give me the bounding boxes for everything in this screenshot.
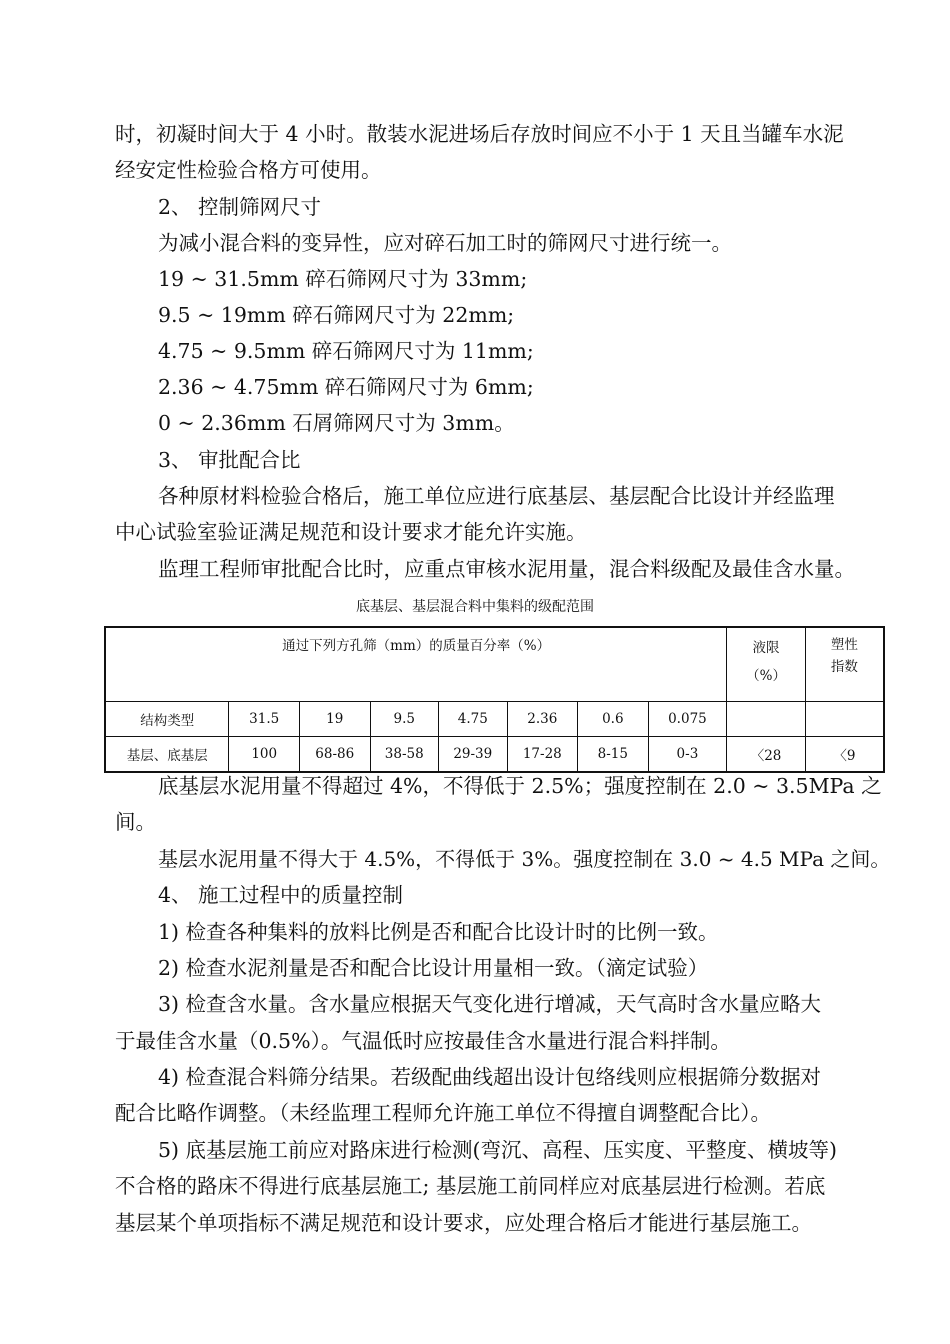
list-item: 1) 检查各种集料的放料比例是否和配合比设计时的比例一致。 <box>158 920 719 944</box>
grading-table <box>104 626 885 773</box>
header-plastic-label: 塑性 <box>830 637 858 653</box>
table-header-row <box>105 627 884 701</box>
sieve-spec-line: 4.75 ~ 9.5mm 碎石筛网尺寸为 11mm; <box>158 339 534 363</box>
table-cell: 结构类型 <box>105 701 229 736</box>
table-cell: 4.75 <box>439 701 508 736</box>
paragraph-line: 底基层水泥用量不得超过 4%，不得低于 2.5%；强度控制在 2.0 ~ 3.5MPa 之 <box>158 774 882 798</box>
paragraph-line: 时，初凝时间大于 4 小时。散装水泥进场后存放时间应不小于 1 天且当罐车水泥 <box>115 122 844 146</box>
paragraph-line: 配合比略作调整。（未经监理工程师允许施工单位不得擅自调整配合比）。 <box>115 1101 771 1125</box>
section-heading: 3、 审批配合比 <box>158 448 301 472</box>
paragraph-line: 中心试验室验证满足规范和设计要求才能允许实施。 <box>115 520 587 544</box>
paragraph-line: 为减小混合料的变异性，应对碎石加工时的筛网尺寸进行统一。 <box>158 231 732 255</box>
table-cell: 38-58 <box>370 736 439 772</box>
table-cell: 29-39 <box>439 736 508 772</box>
table-cell: 17-28 <box>507 736 578 772</box>
list-item: 2) 检查水泥剂量是否和配合比设计用量相一致。（滴定试验） <box>158 956 709 980</box>
paragraph-line: 各种原材料检验合格后，施工单位应进行底基层、基层配合比设计并经监理 <box>158 484 835 508</box>
table-cell: 基层、底基层 <box>105 736 229 772</box>
table-cell: 9.5 <box>370 701 439 736</box>
table-cell: 2.36 <box>507 701 578 736</box>
paragraph-line: 经安定性检验合格方可使用。 <box>115 158 382 182</box>
table-cell: 8-15 <box>578 736 649 772</box>
list-item: 3) 检查含水量。含水量应根据天气变化进行增减，天气高时含水量应略大 <box>158 992 822 1016</box>
table-cell: 68-86 <box>299 736 370 772</box>
list-item: 4) 检查混合料筛分结果。若级配曲线超出设计包络线则应根据筛分数据对 <box>158 1065 822 1089</box>
header-plastic-label2: 指数 <box>830 659 858 675</box>
paragraph-line: 间。 <box>115 810 156 834</box>
paragraph-line: 基层某个单项指标不满足规范和设计要求，应处理合格后才能进行基层施工。 <box>115 1211 812 1235</box>
header-liquid-limit <box>727 627 806 701</box>
table-cell <box>805 701 884 736</box>
sieve-spec-line: 0 ~ 2.36mm 石屑筛网尺寸为 3mm。 <box>158 411 515 435</box>
table-caption: 底基层、基层混合料中集料的级配范围 <box>356 599 594 615</box>
table-cell: 100 <box>229 736 300 772</box>
header-liquid-unit: （%） <box>746 668 786 684</box>
table-cell: 0.075 <box>648 701 727 736</box>
header-plasticity-index <box>805 627 884 701</box>
table-cell: 〈9 <box>805 736 884 772</box>
sieve-spec-line: 19 ~ 31.5mm 碎石筛网尺寸为 33mm; <box>158 267 528 291</box>
table-cell: 0-3 <box>648 736 727 772</box>
table-row <box>105 701 884 736</box>
sieve-spec-line: 9.5 ~ 19mm 碎石筛网尺寸为 22mm; <box>158 303 515 327</box>
paragraph-line: 基层水泥用量不得大于 4.5%，不得低于 3%。强度控制在 3.0 ~ 4.5 MPa 之间。 <box>158 847 891 871</box>
paragraph-line: 监理工程师审批配合比时，应重点审核水泥用量，混合料级配及最佳含水量。 <box>158 557 855 581</box>
sieve-spec-line: 2.36 ~ 4.75mm 碎石筛网尺寸为 6mm; <box>158 375 534 399</box>
paragraph-line: 不合格的路床不得进行底基层施工; 基层施工前同样应对底基层进行检测。若底 <box>115 1174 826 1198</box>
table-cell: 〈28 <box>727 736 806 772</box>
table-cell: 31.5 <box>229 701 300 736</box>
list-item: 5) 底基层施工前应对路床进行检测(弯沉、高程、压实度、平整度、横坡等) <box>158 1138 838 1162</box>
table-row <box>105 736 884 772</box>
section-heading: 2、 控制筛网尺寸 <box>158 195 322 219</box>
table-cell: 19 <box>299 701 370 736</box>
table-cell: 0.6 <box>578 701 649 736</box>
section-heading: 4、 施工过程中的质量控制 <box>158 883 404 907</box>
paragraph-line: 于最佳含水量（0.5%）。气温低时应按最佳含水量进行混合料拌制。 <box>115 1029 731 1053</box>
header-liquid-label: 液限 <box>752 640 780 656</box>
table-cell <box>727 701 806 736</box>
header-pass-rate: 通过下列方孔筛（mm）的质量百分率（%） <box>105 627 727 701</box>
